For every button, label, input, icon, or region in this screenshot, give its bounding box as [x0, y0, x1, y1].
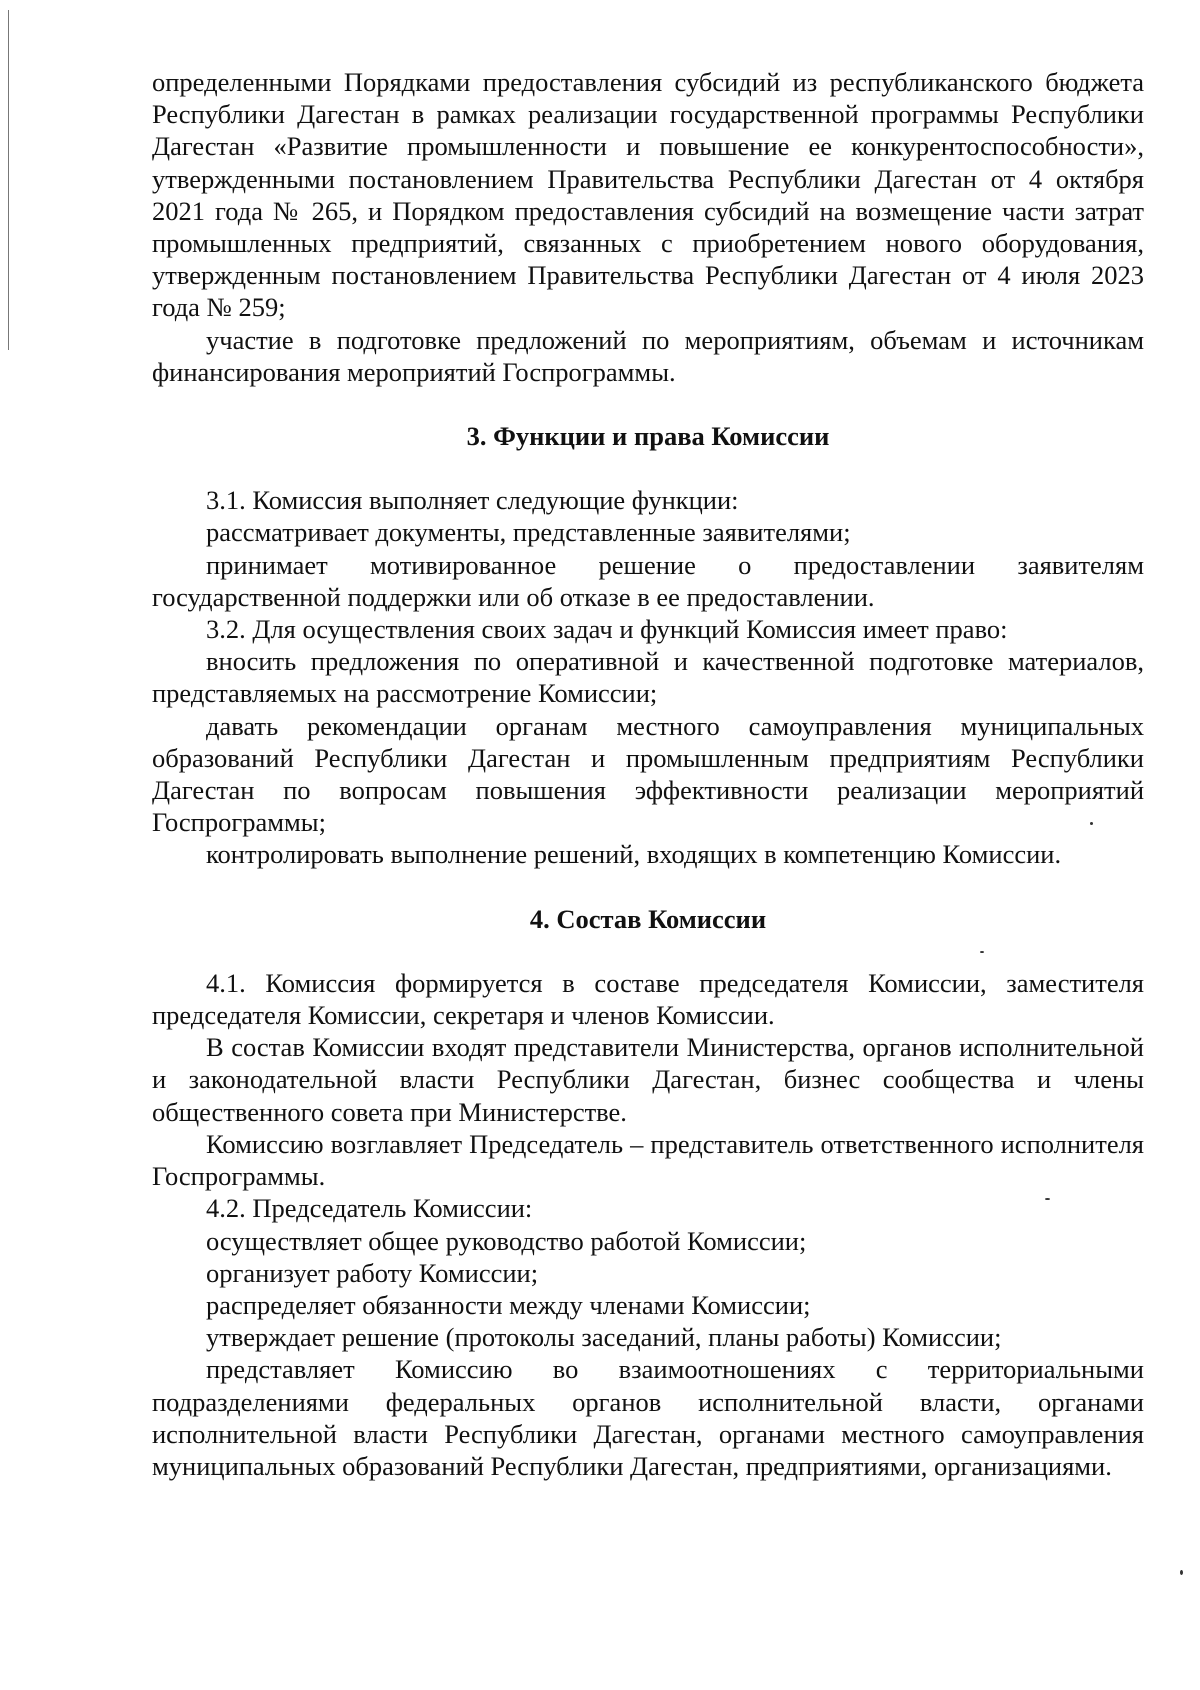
paragraph-3-2: 3.2. Для осуществления своих задач и функций Комиссия имеет право: [206, 614, 1008, 645]
paragraph-decision: принимает мотивированное решение о предоставлении заявителям государственной поддержки или об отказе в ее предоставлении. [152, 549, 1144, 612]
paragraph-4-2: 4.2. Председатель Комиссии: [206, 1193, 533, 1224]
paragraph-review: рассматривает документы, представленные заявителями; [206, 517, 851, 548]
scan-speck [1090, 822, 1093, 825]
paragraph-proposals: вносить предложения по оперативной и качественной подготовке материалов, представляемых на рассмотрение Комиссии; [152, 646, 1144, 709]
paragraph-chair-head: Комиссию возглавляет Председатель – представитель ответственного исполнителя Госпрограммы. [152, 1128, 1144, 1192]
paragraph-participation: участие в подготовке предложений по мероприятиям, объемам и источникам финансирования мероприятий Госпрограммы. [152, 324, 1144, 387]
section-3-heading: 3. Функции и права Комиссии [466, 421, 830, 452]
paragraph-3-1: 3.1. Комиссия выполняет следующие функции: [206, 485, 739, 516]
scan-edge-line [8, 10, 9, 350]
paragraph-4-1: 4.1. Комиссия формируется в составе председателя Комиссии, заместителя председателя Комиссии, секретаря и членов Комиссии. [152, 967, 1144, 1031]
paragraph-intro: определенными Порядками предоставления субсидий из республиканского бюджета Республики Дагестан в рамках реализации государственной программы Республики Дагестан «Развитие промышленности и повышение ее конкурентоспособности», утвержденными постановлением Правительства Республики Дагестан от 4 октября 2021 года № 265, и Порядком предоставления субсидий на возмещение части затрат промышленных предприятий, связанных с приобретением нового оборудования, утвержденным постановлением Правительства Республики Дагестан от 4 июля 2023 года № 259; [152, 67, 1144, 323]
paragraph-general: осуществляет общее руководство работой Комиссии; [206, 1225, 807, 1256]
scan-speck [980, 951, 984, 953]
paragraph-recommend: давать рекомендации органам местного самоуправления муниципальных образований Республики Дагестан и промышленным предприятиям Республики Дагестан по вопросам повышения эффективности реализации мероприятий Госпрограммы; [152, 710, 1144, 838]
paragraph-control: контролировать выполнение решений, входящих в компетенцию Комиссии. [206, 839, 1062, 870]
section-4-heading: 4. Состав Комиссии [529, 903, 767, 934]
paragraph-distributes: распределяет обязанности между членами Комиссии; [206, 1289, 811, 1320]
paragraph-represents: представляет Комиссию во взаимоотношениях с территориальными подразделениями федеральных органов исполнительной власти, органами исполнительной власти Республики Дагестан, органами местного самоуправления муниципальных образований Республики Дагестан, предприятиями, организациями. [152, 1354, 1144, 1481]
scan-speck [1180, 1570, 1183, 1575]
document-body [152, 66, 1144, 1482]
paragraph-approves: утверждает решение (протоколы заседаний, планы работы) Комиссии; [206, 1322, 1002, 1353]
paragraph-organizes: организует работу Комиссии; [206, 1257, 539, 1288]
paragraph-members: В состав Комиссии входят представители Министерства, органов исполнительной и законодательной власти Республики Дагестан, бизнес сообщества и члены общественного совета при Министерстве. [152, 1032, 1144, 1127]
scan-speck [1045, 1198, 1050, 1200]
